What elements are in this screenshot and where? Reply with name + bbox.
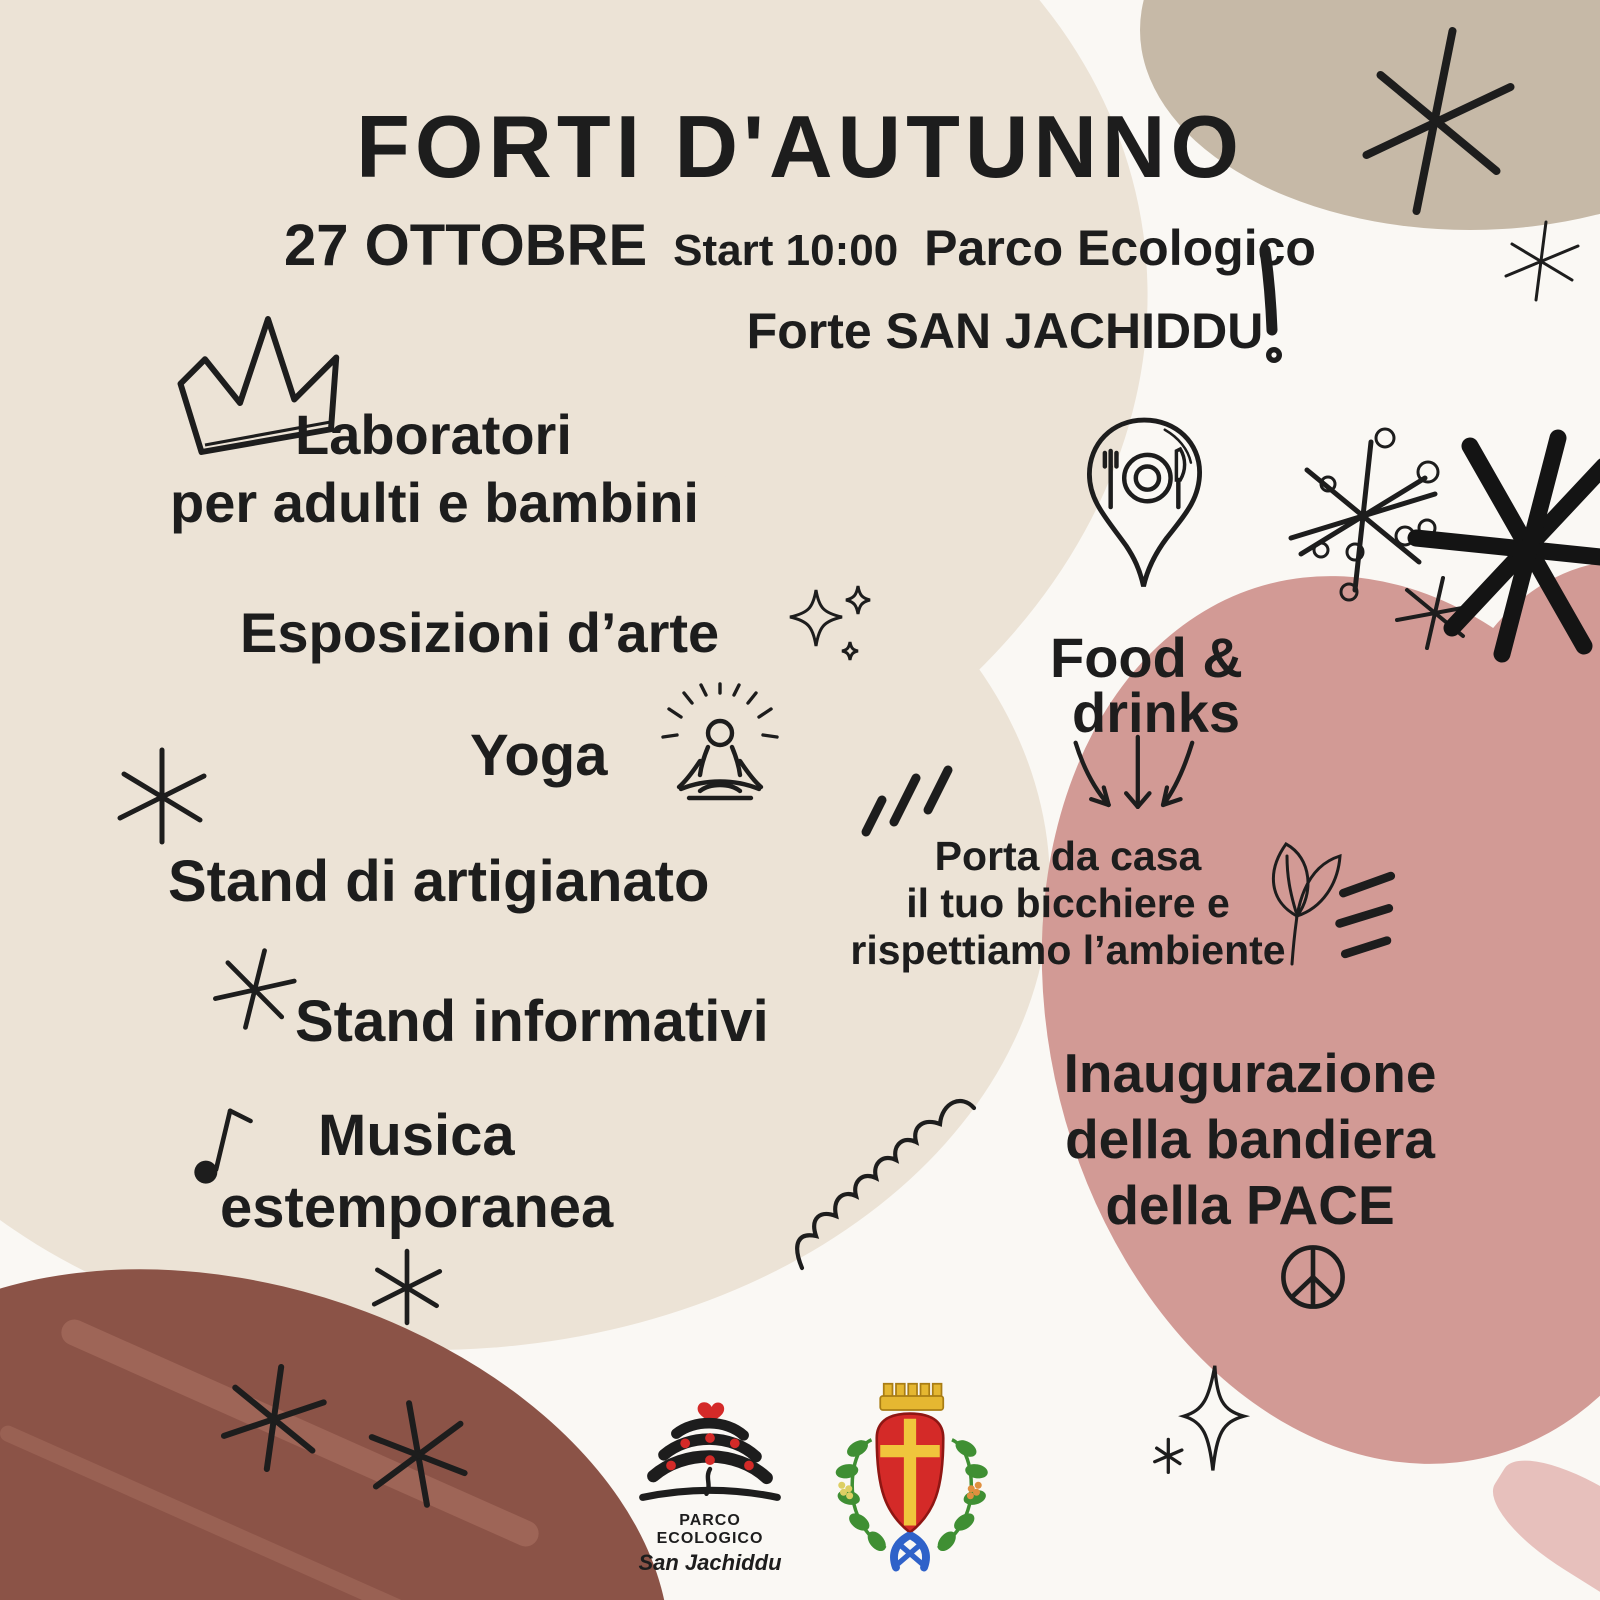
eco-note (828, 833, 1308, 974)
messina-coat-of-arms (820, 1368, 1000, 1578)
inauguration-line2: della bandiera (1065, 1108, 1435, 1170)
food-line2: drinks (1072, 681, 1241, 744)
activity-laboratori: Laboratori (295, 403, 572, 466)
peace-icon (1276, 1240, 1350, 1314)
activity-yoga: Yoga (470, 723, 608, 788)
parco-logo-subtext: San Jachiddu (638, 1550, 782, 1575)
food-line1: Food & (1050, 626, 1243, 689)
parco-logo-text: PARCO ECOLOGICO (656, 1512, 764, 1547)
down-arrows-icon (1056, 735, 1206, 837)
scratchy-star-icon (1502, 218, 1582, 303)
scratchy-star-icon (112, 746, 212, 846)
exclamation-icon (1250, 242, 1294, 372)
scratchy-star-icon (211, 1355, 337, 1481)
tree-logo-icon (630, 1384, 790, 1508)
event-date: 27 OTTOBRE (284, 213, 648, 278)
inauguration-line3: della PACE (1105, 1174, 1395, 1236)
inauguration-note (1045, 1040, 1455, 1238)
dashes-icon (1330, 866, 1406, 962)
activity-laboratori-line2: per adulti e bambini (170, 471, 699, 534)
activity-musica: Musica (318, 1103, 515, 1168)
dashes-icon (852, 748, 962, 840)
meditation-icon (645, 683, 795, 808)
sparkles-icon (778, 580, 878, 670)
food-drinks-label (1050, 626, 1243, 744)
inauguration-line1: Inaugurazione (1063, 1042, 1437, 1104)
activity-musica-line2: estemporanea (220, 1175, 614, 1240)
activity-stand-informativi: Stand informativi (295, 989, 769, 1054)
venue-name-line2: Forte SAN JACHIDDU (746, 303, 1264, 359)
rose-streak (1476, 1438, 1600, 1600)
venue-name: Parco Ecologico (924, 220, 1316, 276)
scratchy-star-icon (1348, 25, 1523, 215)
scratchy-star-icon (368, 1248, 446, 1326)
scratchy-star-icon (353, 1389, 483, 1519)
bold-asterisk-icon (1408, 432, 1600, 662)
subtitle-row (0, 212, 1600, 279)
four-point-star-icon (1150, 1358, 1268, 1484)
eco-note-line2: il tuo bicchiere e (906, 880, 1230, 926)
eco-note-line1: Porta da casa (934, 833, 1202, 879)
parco-ecologico-logo (630, 1384, 790, 1576)
squiggle-icon (790, 1082, 1022, 1272)
activity-esposizioni: Esposizioni d’arte (240, 601, 720, 664)
page-title: FORTI D'AUTUNNO (356, 97, 1244, 196)
eco-note-line3: rispettiamo l’ambiente (850, 927, 1286, 973)
food-pin-icon (1072, 410, 1217, 608)
start-time: Start 10:00 (673, 226, 899, 275)
activity-stand-artigianato: Stand di artigianato (168, 849, 710, 914)
